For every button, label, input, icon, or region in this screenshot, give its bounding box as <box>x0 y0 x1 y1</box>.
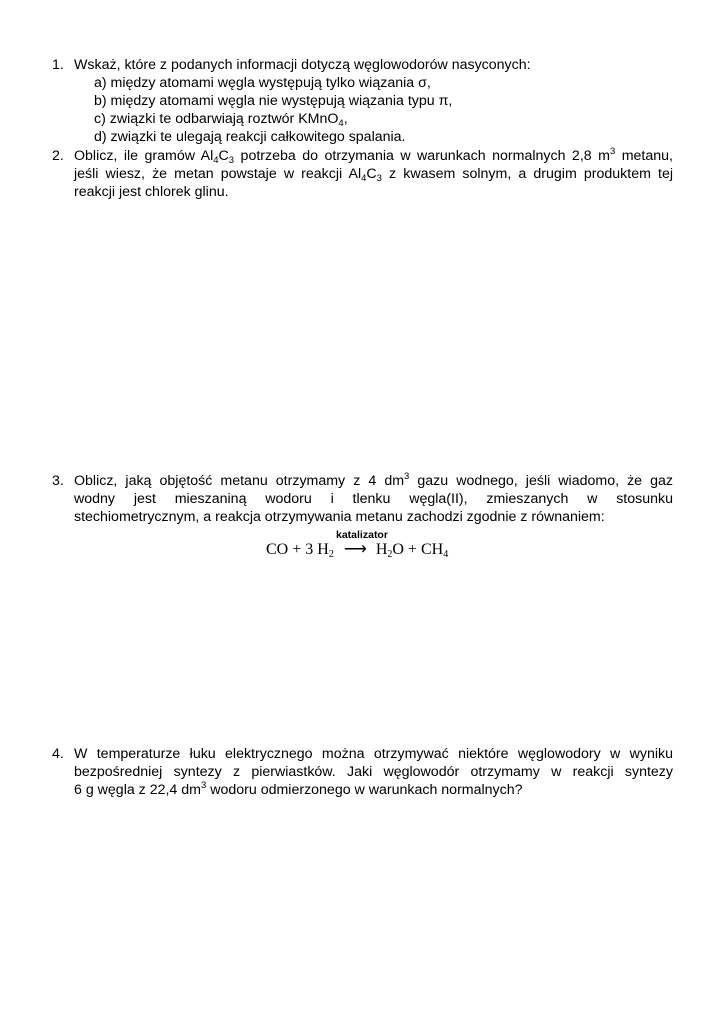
answer-options <box>94 74 673 146</box>
question-4 <box>52 745 673 799</box>
reaction-arrow-icon: ⟶ <box>343 541 367 558</box>
question-1 <box>52 56 673 146</box>
option-a: a) między atomami węgla występują tylko wiązania σ, <box>94 75 431 91</box>
question-number: 3. <box>52 473 64 489</box>
question-text: W temperaturze łuku elektrycznego można otrzymywać niektóre węglowodory w wyniku bezpośredniej syntezy z pierwiastków. Jaki węglowodór otrzymamy w reakcji syntezy 6 g węgla z 22,4 $dm^3$ wodoru odmierzonego w warunkach normalnych? <box>74 746 673 798</box>
question-number: 4. <box>52 746 64 762</box>
question-text: Wskaż, które z podanych informacji dotyczą węglowodorów nasyconych: <box>74 57 531 73</box>
reaction-equation <box>266 529 526 565</box>
question-text: Oblicz, jaką objętość metanu otrzymamy z 4 $dm^3$ gazu wodnego, jeśli wiadomo, że gaz wodny jest mieszaniną wodoru i tlenku węgla(II), zmieszanych w stosunku stechiometrycznym, a reakcja otrzymywania metanu zachodzi zgodnie z równaniem: <box>74 471 673 525</box>
option-d: d) związki te ulegają reakcji całkowitego spalania. <box>94 129 406 145</box>
option-c: c) związki te odbarwiają roztwór KMnO$_4$, <box>94 111 348 129</box>
equation-formula: CO + 3 $H_2$ ⟶ $H_2O + CH_4$ <box>266 541 449 560</box>
question-text: Oblicz, ile gramów $Al_4C_3$ potrzeba do otrzymania w warunkach normalnych 2,8 $m^3$ metanu, jeśli wiesz, że metan powstaje w reakcji $Al_4C_3$ z kwasem solnym, a drugim produktem tej reakcji jest chlorek glinu. <box>74 146 673 200</box>
question-number: 2. <box>52 148 64 164</box>
catalyst-label: katalizator <box>336 529 388 541</box>
question-number: 1. <box>52 57 64 73</box>
question-2 <box>52 147 673 201</box>
question-3 <box>52 472 673 526</box>
option-b: b) między atomami węgla nie występują wiązania typu π, <box>94 93 453 109</box>
